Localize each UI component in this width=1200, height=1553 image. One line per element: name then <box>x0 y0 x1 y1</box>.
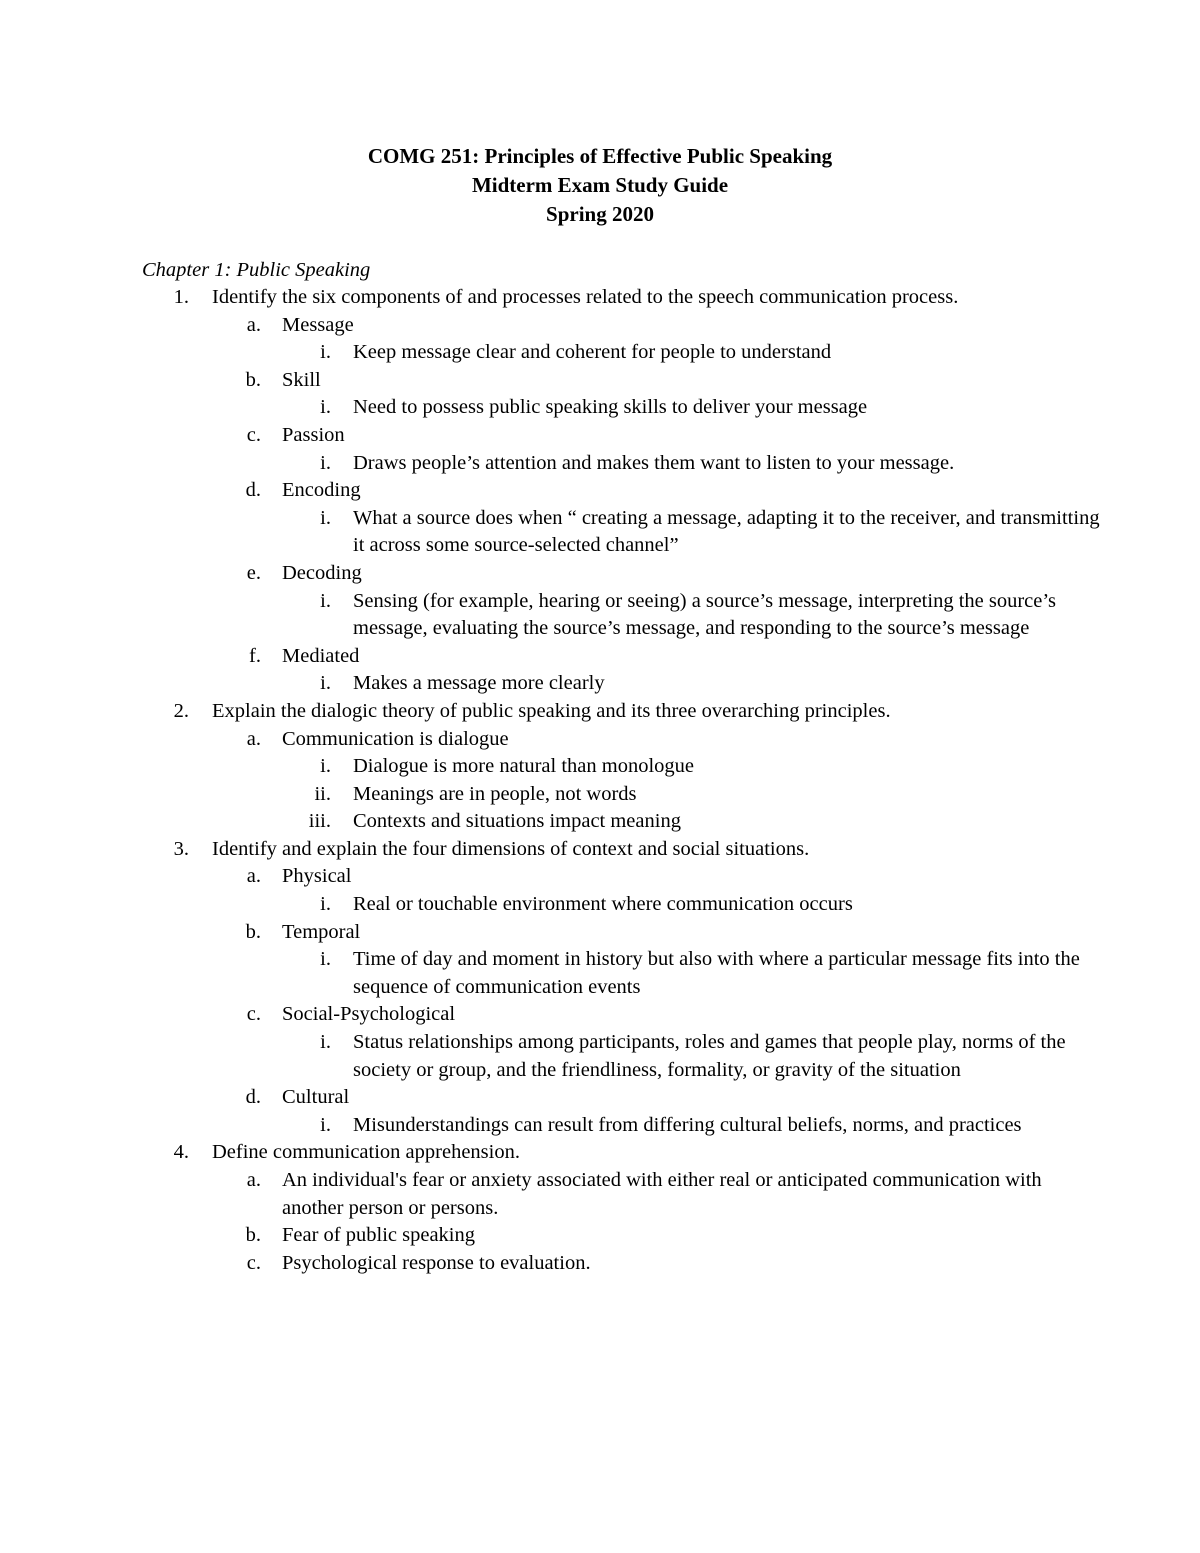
list-marker: 2. <box>173 699 189 722</box>
answer-item <box>142 1222 1102 1250</box>
answer-item <box>142 726 1102 754</box>
list-item-text: Identify the six components of and processes related to the speech communication process. <box>212 286 959 308</box>
list-marker: c. <box>246 1003 261 1026</box>
list-item-text: Cultural <box>282 1086 350 1109</box>
list-marker: b. <box>245 920 261 943</box>
detail-item <box>142 781 1102 809</box>
chapter-heading: Chapter 1: Public Speaking <box>142 259 371 281</box>
detail-item <box>142 1029 1102 1084</box>
answer-item <box>142 1084 1102 1112</box>
list-item-text: Define communication apprehension. <box>212 1141 520 1164</box>
list-marker: e. <box>246 561 261 584</box>
answer-item <box>142 1250 1102 1278</box>
list-item-text: Meanings are in people, not words <box>353 782 637 805</box>
detail-item <box>142 339 1102 367</box>
list-item-text: Mediated <box>282 644 360 667</box>
detail-item <box>142 588 1102 643</box>
answer-item <box>142 919 1102 947</box>
list-item-text: What a source does when “ creating a message, adapting it to the receiver, and transmitting it across some source-selected channel” <box>353 506 1100 557</box>
list-item-text: Keep message clear and coherent for people to understand <box>353 341 832 364</box>
list-item-text: Passion <box>282 423 345 446</box>
answer-item <box>142 367 1102 395</box>
list-item-text: Temporal <box>282 920 361 943</box>
answer-item <box>142 863 1102 891</box>
list-item-text: Communication is dialogue <box>282 727 509 750</box>
list-item-text: Misunderstandings can result from differing cultural beliefs, norms, and practices <box>353 1113 1022 1136</box>
list-marker: d. <box>245 479 261 502</box>
title-block <box>0 142 1200 229</box>
list-item-text: Decoding <box>282 561 362 584</box>
answer-item <box>142 1167 1102 1222</box>
list-marker: c. <box>246 1251 261 1274</box>
list-item-text: Physical <box>282 865 352 888</box>
detail-item <box>142 505 1102 560</box>
detail-item <box>142 808 1102 836</box>
list-marker: i. <box>320 396 331 419</box>
outline-list <box>142 284 1102 1277</box>
answer-item <box>142 1001 1102 1029</box>
answer-item <box>142 422 1102 450</box>
list-marker: ii. <box>314 782 331 805</box>
list-marker: b. <box>245 1224 261 1247</box>
list-item-text: Psychological response to evaluation. <box>282 1251 591 1274</box>
list-marker: a. <box>246 313 261 336</box>
list-marker: a. <box>246 727 261 750</box>
list-marker: 3. <box>173 837 189 860</box>
list-marker: 4. <box>173 1141 189 1164</box>
list-marker: i. <box>320 451 331 474</box>
detail-item <box>142 450 1102 478</box>
study-guide-content <box>142 256 1102 1277</box>
answer-item <box>142 643 1102 671</box>
list-marker: i. <box>320 672 331 695</box>
answer-item <box>142 477 1102 505</box>
detail-item <box>142 1112 1102 1140</box>
list-marker: iii. <box>308 810 331 833</box>
list-item-text: Real or touchable environment where communication occurs <box>353 893 853 916</box>
term-label: Spring 2020 <box>546 202 654 226</box>
list-marker: d. <box>245 1086 261 1109</box>
detail-item <box>142 670 1102 698</box>
list-item-text: Contexts and situations impact meaning <box>353 810 681 833</box>
question-item <box>142 1139 1102 1167</box>
list-marker: 1. <box>173 286 189 308</box>
answer-item <box>142 312 1102 340</box>
list-item-text: Fear of public speaking <box>282 1224 475 1247</box>
list-item-text: Sensing (for example, hearing or seeing) a source’s message, interpreting the source’s message, evaluating the source’s message, and responding to the source’s message <box>353 589 1057 640</box>
list-marker: a. <box>246 1169 261 1191</box>
list-marker: i. <box>320 755 331 778</box>
list-item-text: Draws people’s attention and makes them want to listen to your message. <box>353 451 955 474</box>
answer-item <box>142 560 1102 588</box>
list-marker: i. <box>320 1031 331 1054</box>
question-item <box>142 836 1102 864</box>
list-marker: i. <box>320 341 331 364</box>
list-marker: i. <box>320 1113 331 1136</box>
list-item-text: Makes a message more clearly <box>353 672 605 695</box>
list-item-text: Identify and explain the four dimensions of context and social situations. <box>212 837 810 860</box>
list-item-text: Explain the dialogic theory of public speaking and its three overarching principles. <box>212 699 891 722</box>
list-item-text: Encoding <box>282 479 361 502</box>
document-title: Midterm Exam Study Guide <box>471 173 729 197</box>
detail-item <box>142 394 1102 422</box>
list-marker: i. <box>320 893 331 916</box>
list-marker: c. <box>246 423 261 446</box>
list-marker: i. <box>320 948 331 971</box>
list-item-text: Status relationships among participants, roles and games that people play, norms of the society or group, and the friendliness, formality, or gravity of the situation <box>353 1031 1066 1081</box>
list-marker: f. <box>249 644 261 667</box>
list-item-text: Time of day and moment in history but also with where a particular message fits into the sequence of communication events <box>353 948 1080 998</box>
list-item-text: Need to possess public speaking skills to deliver your message <box>353 396 868 419</box>
detail-item <box>142 891 1102 919</box>
detail-item <box>142 753 1102 781</box>
list-item-text: Skill <box>282 368 321 391</box>
list-marker: b. <box>245 368 261 391</box>
list-marker: i. <box>320 506 331 529</box>
course-title: COMG 251: Principles of Effective Public Speaking <box>367 144 833 168</box>
question-item <box>142 284 1102 312</box>
list-item-text: Dialogue is more natural than monologue <box>353 755 695 778</box>
question-item <box>142 698 1102 726</box>
list-item-text: Social-Psychological <box>282 1003 456 1026</box>
list-item-text: Message <box>282 313 354 336</box>
detail-item <box>142 946 1102 1001</box>
list-marker: i. <box>320 589 331 612</box>
list-marker: a. <box>246 865 261 888</box>
list-item-text: An individual's fear or anxiety associated with either real or anticipated communication with another person or persons. <box>282 1169 1042 1219</box>
